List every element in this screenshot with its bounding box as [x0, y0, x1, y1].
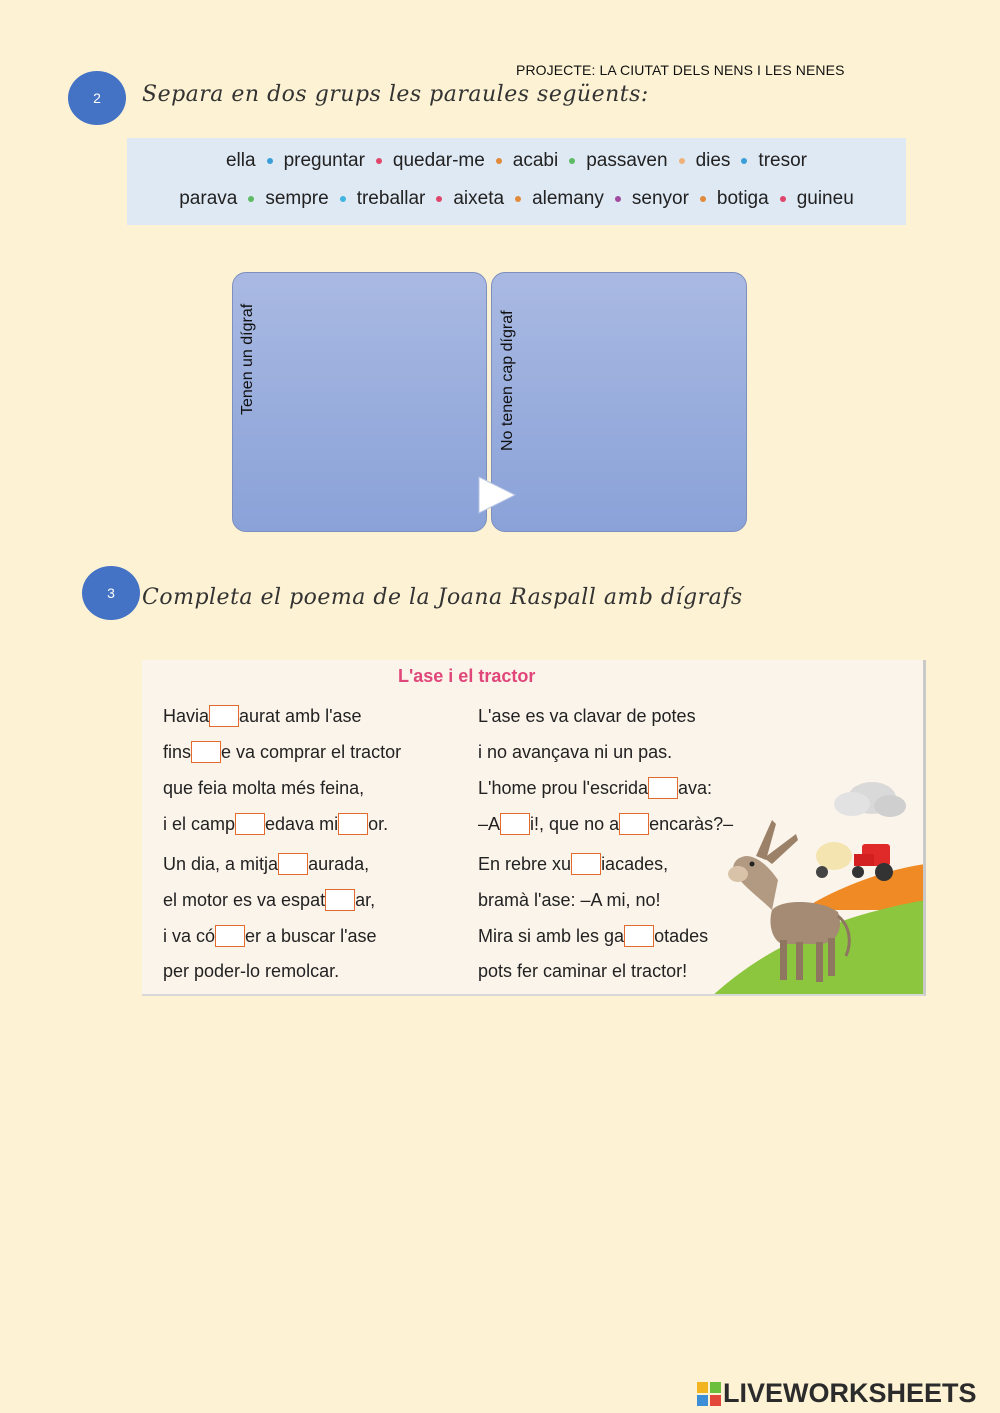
- word: tresor: [758, 150, 807, 171]
- line-text: pots fer caminar el tractor!: [478, 960, 688, 981]
- answer-blank[interactable]: [325, 889, 355, 911]
- poem-line: [478, 923, 708, 949]
- drop-zone-with-digraph[interactable]: [232, 272, 487, 532]
- line-text: Un dia, a mitja: [163, 853, 279, 874]
- answer-blank[interactable]: [619, 813, 649, 835]
- poem-line: [163, 851, 369, 877]
- word: parava: [179, 188, 238, 209]
- line-text: aurat amb l'ase: [239, 705, 362, 726]
- poem-panel: [142, 660, 926, 996]
- poem-line: [478, 739, 672, 765]
- word-bank: [127, 138, 906, 225]
- bullet-dot: [376, 158, 382, 164]
- word-bank-row-2: [127, 188, 906, 210]
- bullet-dot: [496, 158, 502, 164]
- word: treballar: [356, 188, 426, 209]
- poem-line: [478, 887, 661, 913]
- poem-line: [163, 775, 364, 801]
- tractor-icon: [816, 842, 893, 881]
- word-bank-row-1: [127, 150, 906, 172]
- word: passaven: [586, 150, 668, 171]
- line-text: bramà l'ase: –A mi, no!: [478, 889, 661, 910]
- poem-line: [163, 958, 339, 984]
- word: ella: [225, 150, 256, 171]
- donkey-tractor-illustration: [712, 760, 926, 996]
- line-text: el motor es va espat: [163, 889, 326, 910]
- exercise-number-badge: 2: [68, 71, 126, 125]
- answer-blank[interactable]: [624, 925, 654, 947]
- poem-line: [478, 811, 733, 837]
- word: alemany: [532, 188, 604, 209]
- play-arrow-icon: [476, 474, 518, 516]
- exercise-number-badge: 3: [82, 566, 140, 620]
- line-text: –A: [478, 813, 501, 834]
- line-text: ava:: [677, 777, 712, 798]
- line-text: aurada,: [308, 853, 370, 874]
- word: aixeta: [453, 188, 505, 209]
- bullet-dot: [679, 158, 685, 164]
- line-text: e va comprar el tractor: [221, 741, 402, 762]
- group-label-with-digraph: Tenen un dígraf: [239, 303, 256, 415]
- answer-blank[interactable]: [215, 925, 245, 947]
- line-text: er a buscar l'ase: [245, 925, 377, 946]
- group-label-without-digraph: No tenen cap dígraf: [499, 310, 516, 451]
- answer-blank[interactable]: [191, 741, 221, 763]
- bullet-dot: [569, 158, 575, 164]
- line-text: edava mi: [265, 813, 339, 834]
- word: sempre: [265, 188, 329, 209]
- line-text: iacades,: [601, 853, 669, 874]
- line-text: Havia: [163, 705, 210, 726]
- word: acabi: [512, 150, 559, 171]
- poem-line: [163, 703, 362, 729]
- bullet-dot: [248, 196, 254, 202]
- liveworksheets-logo-icon: [697, 1382, 721, 1406]
- word: dies: [695, 150, 731, 171]
- line-text: i va có: [163, 925, 216, 946]
- line-text: L'home prou l'escrida: [478, 777, 648, 798]
- answer-blank[interactable]: [500, 813, 530, 835]
- poem-line: [478, 851, 668, 877]
- exercise-2-instruction: Separa en dos grups les paraules següents:: [142, 82, 649, 107]
- line-text: i el camp: [163, 813, 236, 834]
- line-text: otades: [654, 925, 709, 946]
- word: quedar-me: [392, 150, 485, 171]
- answer-blank[interactable]: [278, 853, 308, 875]
- bullet-dot: [340, 196, 346, 202]
- answer-blank[interactable]: [648, 777, 678, 799]
- bullet-dot: [615, 196, 621, 202]
- line-text: per poder-lo remolcar.: [163, 960, 340, 981]
- poem-line: [163, 923, 377, 949]
- line-text: i no avançava ni un pas.: [478, 741, 673, 762]
- project-title: PROJECTE: LA CIUTAT DELS NENS I LES NENES: [516, 62, 845, 78]
- bullet-dot: [436, 196, 442, 202]
- exercise-3-instruction: Completa el poema de la Joana Raspall amb dígrafs: [142, 585, 743, 610]
- bullet-dot: [780, 196, 786, 202]
- drop-zone-without-digraph[interactable]: [491, 272, 747, 532]
- poem-title: L'ase i el tractor: [398, 666, 536, 686]
- answer-blank[interactable]: [209, 705, 239, 727]
- bullet-dot: [741, 158, 747, 164]
- bullet-dot: [267, 158, 273, 164]
- line-text: L'ase es va clavar de potes: [478, 705, 696, 726]
- brand-name: LIVEWORKSHEETS: [723, 1378, 977, 1408]
- cloud-icon: [834, 782, 906, 817]
- poem-line: [163, 739, 401, 765]
- line-text: ar,: [355, 889, 376, 910]
- poem-line: [478, 775, 712, 801]
- poem-line: [478, 958, 687, 984]
- poem-line: [478, 703, 696, 729]
- line-text: encaràs?–: [649, 813, 734, 834]
- line-text: que feia molta més feina,: [163, 777, 365, 798]
- word: senyor: [631, 188, 689, 209]
- word: preguntar: [283, 150, 365, 171]
- line-text: i!, que no a: [530, 813, 620, 834]
- bullet-dot: [700, 196, 706, 202]
- bullet-dot: [515, 196, 521, 202]
- word: guineu: [796, 188, 854, 209]
- line-text: Mira si amb les ga: [478, 925, 625, 946]
- poem-line: [163, 811, 388, 837]
- answer-blank[interactable]: [338, 813, 368, 835]
- line-text: fins: [163, 741, 192, 762]
- line-text: or.: [368, 813, 389, 834]
- poem-line: [163, 887, 375, 913]
- answer-blank[interactable]: [571, 853, 601, 875]
- line-text: En rebre xu: [478, 853, 572, 874]
- liveworksheets-logo[interactable]: [697, 1378, 977, 1409]
- word: botiga: [716, 188, 769, 209]
- answer-blank[interactable]: [235, 813, 265, 835]
